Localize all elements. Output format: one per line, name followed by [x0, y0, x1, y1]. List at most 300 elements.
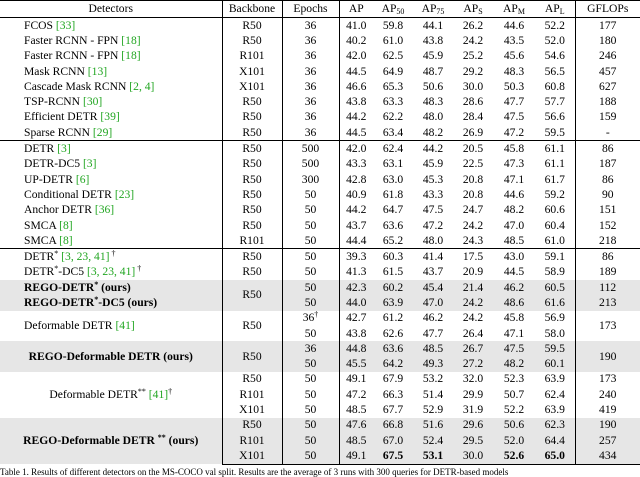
detector-name: REGO-DETR — [24, 295, 95, 309]
cell-ap50: 62.5 — [382, 49, 404, 63]
cell-ap: 44.0 — [339, 295, 373, 310]
header-ap75: $AP_{75}$ — [413, 1, 453, 18]
dagger-mark: † — [109, 249, 116, 259]
citation: [18] — [121, 33, 141, 47]
cell-epochs: 50 — [282, 418, 339, 433]
cell-aps: 24.2 — [462, 311, 484, 325]
header-aps: $AP_S$ — [453, 1, 493, 18]
cell-epochs: 36 — [282, 110, 339, 125]
cell-apm: 52.3 — [503, 372, 525, 386]
cell-ap: 40.2 — [339, 33, 373, 48]
cell-apm: 48.5 — [503, 233, 525, 247]
cell-apl: 56.5 — [544, 64, 565, 78]
cell-backbone: R50 — [222, 311, 282, 342]
cell-ap75: 44.2 — [413, 141, 453, 157]
cell-detector — [0, 341, 222, 372]
citation: [3] — [82, 157, 97, 171]
cell-ap50: 65.3 — [382, 79, 404, 93]
cell-ap75: 45.4 — [413, 280, 453, 295]
table-row — [0, 295, 640, 310]
table-row — [0, 233, 640, 249]
dagger-mark: † — [135, 264, 142, 274]
table-caption: Table 1. Results of different detectors on the MS-COCO val split. Results are the average of 3 runs with 300 queries for DETR-based models — [0, 467, 509, 477]
cell-apl: 59.2 — [544, 187, 565, 201]
cell-ap75: 53.2 — [422, 372, 444, 386]
detector-name: SMCA — [24, 218, 60, 232]
cell-aps: 30.0 — [462, 79, 484, 93]
cell-apm: 52.0 — [493, 433, 535, 448]
cell-aps: 24.7 — [462, 203, 484, 217]
cell-gflops: 177 — [575, 18, 640, 34]
citation: [3] — [57, 142, 71, 156]
cell-ap: 49.1 — [339, 448, 373, 464]
cell-ap50: 66.3 — [382, 387, 404, 401]
cell-ap: 48.5 — [339, 402, 373, 417]
cell-ap75: 43.7 — [422, 265, 444, 279]
cell-gflops: 246 — [575, 49, 640, 64]
cell-ap: 43.8 — [339, 326, 373, 341]
cell-gflops: 86 — [575, 249, 640, 265]
cell-backbone: R50 — [222, 125, 282, 141]
cell-apm: 44.5 — [503, 265, 525, 279]
cell-backbone: R50 — [222, 372, 282, 387]
citation: [3, 23, 41] — [86, 265, 136, 279]
cell-apl: 52.2 — [544, 18, 565, 32]
cell-detector — [0, 33, 222, 48]
cell-backbone: R101 — [222, 49, 282, 64]
cell-backbone: R101 — [222, 433, 282, 448]
cell-ap: 44.4 — [339, 233, 373, 249]
cell-aps: 26.4 — [462, 326, 484, 340]
cell-backbone: X101 — [222, 64, 282, 79]
cell-aps: 27.2 — [453, 357, 493, 372]
table-row — [0, 249, 640, 265]
cell-detector — [0, 311, 222, 342]
detector-name: FCOS — [24, 18, 56, 32]
cell-aps: 20.5 — [453, 141, 493, 157]
cell-apl: 62.4 — [544, 387, 565, 401]
cell-epochs: 50 — [282, 372, 339, 387]
ours-tag: (ours) — [98, 280, 131, 294]
cell-apm: 48.3 — [503, 64, 525, 78]
cell-backbone: X101 — [222, 448, 282, 464]
header-backbone: Backbone — [222, 1, 282, 18]
citation: [3, 23, 41] — [58, 250, 110, 264]
cell-gflops: 173 — [575, 311, 640, 342]
cell-gflops: - — [575, 125, 640, 141]
cell-ap50: 67.5 — [373, 448, 413, 464]
cell-ap75: 46.2 — [422, 311, 444, 325]
cell-ap50: 62.2 — [382, 110, 404, 124]
cell-ap: 41.3 — [339, 265, 373, 280]
cell-apl: 62.3 — [535, 418, 575, 433]
table-row — [0, 141, 640, 157]
cell-apm: 52.2 — [503, 403, 525, 417]
detector-name: Efficient DETR — [24, 110, 101, 124]
cell-aps: 26.7 — [453, 341, 493, 356]
header-detectors: Detectors — [0, 1, 222, 18]
cell-backbone: X101 — [222, 79, 282, 94]
citation: [8] — [59, 233, 73, 247]
table-row — [0, 18, 640, 34]
citation: [23] — [114, 187, 135, 201]
cell-detector — [0, 265, 222, 280]
cell-detector — [0, 187, 222, 202]
cell-detector — [0, 79, 222, 94]
cell-apl: 56.9 — [544, 311, 565, 325]
cell-apl: 60.1 — [535, 357, 575, 372]
cell-apm: 48.2 — [503, 203, 525, 217]
cell-apl: 58.9 — [544, 265, 565, 279]
detector-name: UP-DETR — [24, 172, 76, 186]
cell-ap: 42.7 — [339, 311, 373, 326]
cell-gflops: 151 — [575, 203, 640, 218]
detector-name: TSP-RCNN — [24, 95, 83, 109]
cell-ap75: 47.0 — [413, 295, 453, 310]
cell-ap: 43.8 — [339, 94, 373, 109]
citation: [18] — [121, 49, 141, 63]
cell-aps: 29.9 — [462, 387, 484, 401]
cell-aps: 26.2 — [462, 18, 484, 32]
cell-ap50: 66.8 — [373, 418, 413, 433]
cell-apm: 43.0 — [493, 249, 535, 265]
cell-apm: 47.5 — [493, 341, 535, 356]
cell-apm: 47.5 — [503, 110, 525, 124]
cell-apl: 60.6 — [544, 203, 565, 217]
cell-gflops: 434 — [575, 448, 640, 464]
cell-ap: 45.5 — [339, 357, 373, 372]
cell-apm: 50.6 — [493, 418, 535, 433]
cell-detector — [0, 49, 222, 64]
cell-ap50: 60.2 — [373, 280, 413, 295]
cell-detector — [0, 280, 222, 295]
cell-epochs: 500 — [282, 157, 339, 172]
cell-epochs: 36 — [282, 49, 339, 64]
citation: [39] — [100, 110, 120, 124]
cell-ap50: 67.0 — [373, 433, 413, 448]
detector-name: Faster RCNN - FPN — [24, 33, 122, 47]
cell-gflops: 218 — [575, 233, 640, 249]
cell-epochs: 50 — [282, 402, 339, 417]
cell-detector — [0, 94, 222, 109]
table-row — [0, 49, 640, 64]
cell-gflops: 257 — [575, 433, 640, 448]
epochs-value: 36 — [302, 311, 315, 325]
cell-detector — [0, 141, 222, 157]
citation: [33] — [55, 18, 76, 32]
cell-gflops: 90 — [575, 187, 640, 202]
cell-ap: 44.5 — [339, 64, 373, 79]
detector-name-suffix: -DC5 — [58, 265, 87, 279]
cell-detector — [0, 110, 222, 125]
cell-ap75: 50.6 — [422, 79, 444, 93]
citation: [6] — [75, 172, 90, 186]
detector-name: Mask RCNN — [24, 64, 88, 78]
cell-ap50: 64.9 — [382, 64, 404, 78]
cell-epochs: 50 — [282, 249, 339, 265]
cell-epochs: 36 — [282, 341, 339, 356]
cell-ap75: 49.3 — [413, 357, 453, 372]
cell-backbone: R50 — [222, 33, 282, 48]
dagger-mark: † — [168, 386, 173, 396]
detector-name: DETR — [24, 142, 58, 156]
cell-detector — [0, 125, 222, 141]
cell-ap: 42.0 — [339, 49, 373, 64]
cell-detector — [0, 172, 222, 187]
detector-name: REGO-Deformable DETR — [28, 349, 164, 363]
cell-ap50: 65.2 — [382, 233, 404, 247]
cell-ap: 44.8 — [339, 341, 373, 356]
detector-name: DETR — [24, 265, 55, 279]
cell-epochs: 50 — [282, 280, 339, 295]
cell-ap75: 45.9 — [422, 49, 444, 63]
detector-name: Faster RCNN - FPN — [24, 49, 122, 63]
cell-detector — [0, 418, 222, 464]
cell-backbone: R50 — [222, 203, 282, 218]
citation: [13] — [87, 64, 108, 78]
table-row — [0, 341, 640, 356]
cell-ap75: 48.2 — [422, 125, 444, 139]
cell-epochs: 50 — [282, 448, 339, 464]
cell-ap50: 61.5 — [382, 265, 404, 279]
cell-backbone: X101 — [222, 402, 282, 417]
cell-epochs: 50 — [282, 218, 339, 233]
star-mark: * — [54, 249, 59, 259]
cell-apm: 45.8 — [503, 311, 525, 325]
table-row — [0, 125, 640, 141]
table-body — [0, 18, 640, 465]
cell-aps: 24.2 — [453, 295, 493, 310]
cell-backbone: R50 — [222, 218, 282, 233]
cell-ap: 43.3 — [339, 157, 373, 172]
cell-gflops: 190 — [575, 341, 640, 372]
cell-ap50: 59.8 — [382, 18, 404, 32]
cell-ap75: 44.1 — [422, 18, 444, 32]
cell-aps: 17.5 — [453, 249, 493, 265]
cell-ap75: 48.0 — [422, 110, 444, 124]
cell-backbone: R50 — [222, 265, 282, 280]
cell-ap: 47.2 — [339, 387, 373, 402]
cell-apl: 60.8 — [544, 79, 565, 93]
detector-name: REGO-Deformable DETR — [23, 433, 158, 447]
cell-apm: 43.5 — [503, 33, 525, 47]
table-row — [0, 187, 640, 202]
cell-ap50: 64.7 — [382, 203, 404, 217]
cell-ap50: 63.0 — [382, 172, 404, 186]
cell-aps: 20.8 — [462, 187, 484, 201]
table-row — [0, 280, 640, 295]
header-apm: $AP_M$ — [493, 1, 535, 18]
cell-ap75: 45.3 — [422, 172, 444, 186]
cell-detector — [0, 64, 222, 79]
cell-apm: 47.0 — [503, 218, 525, 232]
cell-apm: 50.3 — [503, 79, 525, 93]
cell-ap75: 52.9 — [422, 403, 444, 417]
cell-aps: 22.5 — [462, 157, 484, 171]
cell-gflops: 187 — [575, 157, 640, 172]
star-mark: * — [94, 294, 99, 304]
cell-backbone: R50 — [222, 110, 282, 125]
cell-ap: 41.0 — [339, 18, 373, 34]
cell-backbone: R101 — [222, 387, 282, 402]
header-row — [0, 1, 640, 18]
cell-backbone: R50 — [222, 418, 282, 433]
cell-epochs: 50 — [282, 433, 339, 448]
cell-apl: 65.0 — [535, 448, 575, 464]
cell-ap: 49.1 — [339, 372, 373, 387]
cell-aps: 29.2 — [462, 64, 484, 78]
header-apl: $AP_L$ — [535, 1, 575, 18]
cell-gflops: 190 — [575, 418, 640, 433]
header-ap: AP — [339, 1, 373, 18]
cell-ap50: 63.3 — [382, 95, 404, 109]
table-row — [0, 157, 640, 172]
cell-ap50: 62.6 — [382, 326, 404, 340]
cell-apm: 47.2 — [503, 125, 525, 139]
cell-ap75: 51.6 — [413, 418, 453, 433]
citation: [36] — [94, 203, 115, 217]
citation: [2, 4] — [129, 79, 155, 93]
cell-backbone: R101 — [222, 233, 282, 249]
cell-detector — [0, 218, 222, 233]
cell-epochs: 500 — [282, 141, 339, 157]
cell-aps: 28.6 — [462, 95, 484, 109]
cell-gflops: 86 — [575, 141, 640, 157]
cell-epochs: 36 — [282, 64, 339, 79]
detector-name: Anchor DETR — [24, 203, 95, 217]
cell-gflops: 152 — [575, 218, 640, 233]
cell-ap75: 43.3 — [422, 187, 444, 201]
cell-ap: 46.6 — [339, 79, 373, 94]
detector-name: REGO-DETR — [24, 280, 95, 294]
table-row — [0, 110, 640, 125]
cell-apl: 61.1 — [535, 141, 575, 157]
cell-epochs: 36 — [282, 33, 339, 48]
cell-backbone: R50 — [222, 280, 282, 311]
cell-detector — [0, 18, 222, 34]
star-mark: ** — [157, 432, 166, 442]
cell-ap: 42.8 — [339, 172, 373, 187]
table-row — [0, 203, 640, 218]
cell-ap50: 63.4 — [382, 125, 404, 139]
cell-apl: 60.4 — [544, 218, 565, 232]
cell-apl: 56.6 — [544, 110, 565, 124]
cell-apm: 50.7 — [503, 387, 525, 401]
cell-apl: 58.0 — [544, 326, 565, 340]
table-row — [0, 33, 640, 48]
cell-ap50: 62.4 — [373, 141, 413, 157]
citation: [41] — [115, 318, 135, 332]
cell-ap: 48.5 — [339, 433, 373, 448]
cell-aps: 29.6 — [453, 418, 493, 433]
cell-ap50: 61.2 — [382, 311, 404, 325]
cell-backbone: R50 — [222, 141, 282, 157]
cell-apl: 61.1 — [544, 157, 565, 171]
cell-ap75: 51.4 — [422, 387, 444, 401]
cell-apl: 61.7 — [544, 172, 565, 186]
cell-detector — [0, 372, 222, 418]
cell-ap50: 63.6 — [382, 218, 404, 232]
cell-detector — [0, 233, 222, 249]
table-row — [0, 64, 640, 79]
cell-ap75: 47.2 — [422, 218, 444, 232]
cell-aps: 31.9 — [462, 403, 484, 417]
cell-apl: 57.7 — [544, 95, 565, 109]
cell-ap50: 67.7 — [382, 403, 404, 417]
cell-aps: 25.2 — [462, 49, 484, 63]
cell-gflops: 419 — [575, 402, 640, 417]
cell-gflops: 627 — [575, 79, 640, 94]
cell-gflops: 86 — [575, 172, 640, 187]
cell-gflops: 173 — [575, 372, 640, 387]
detector-name: Deformable DETR — [24, 318, 116, 332]
table-row — [0, 311, 640, 326]
cell-gflops: 189 — [575, 265, 640, 280]
cell-gflops: 188 — [575, 94, 640, 109]
cell-apm: 47.7 — [503, 95, 525, 109]
cell-ap50: 63.6 — [373, 341, 413, 356]
cell-aps: 21.4 — [453, 280, 493, 295]
cell-ap75: 48.0 — [422, 233, 444, 247]
cell-detector — [0, 203, 222, 218]
cell-apm: 44.6 — [503, 18, 525, 32]
cell-ap75: 47.5 — [422, 203, 444, 217]
cell-gflops: 457 — [575, 64, 640, 79]
cell-gflops: 112 — [575, 280, 640, 295]
cell-apl: 63.9 — [544, 372, 565, 386]
cell-backbone: R50 — [222, 172, 282, 187]
detector-name: SMCA — [24, 233, 60, 247]
cell-ap50: 64.2 — [373, 357, 413, 372]
cell-aps: 24.2 — [462, 33, 484, 47]
cell-ap75: 47.7 — [422, 326, 444, 340]
cell-ap: 44.2 — [339, 110, 373, 125]
cell-epochs: 300 — [282, 172, 339, 187]
cell-apl: 64.4 — [535, 433, 575, 448]
citation: [30] — [82, 95, 103, 109]
cell-aps: 28.4 — [462, 110, 484, 124]
cell-epochs: 36 — [282, 79, 339, 94]
detector-name: Conditional DETR — [24, 187, 115, 201]
cell-ap: 44.2 — [339, 203, 373, 218]
cell-ap50: 63.1 — [382, 157, 404, 171]
cell-ap50: 61.8 — [382, 187, 404, 201]
cell-ap75: 45.9 — [422, 157, 444, 171]
table-row — [0, 172, 640, 187]
table-row — [0, 94, 640, 109]
cell-aps: 24.2 — [462, 218, 484, 232]
table-row — [0, 372, 640, 387]
cell-epochs: 50 — [282, 203, 339, 218]
cell-detector — [0, 157, 222, 172]
citation: [29] — [92, 125, 113, 139]
cell-ap50: 67.9 — [382, 372, 404, 386]
table-row — [0, 218, 640, 233]
cell-ap75: 41.4 — [413, 249, 453, 265]
cell-backbone: R50 — [222, 187, 282, 202]
citation: [41] — [145, 387, 169, 401]
ours-tag: (ours) — [165, 433, 199, 447]
cell-apl: 59.5 — [535, 341, 575, 356]
cell-ap: 40.9 — [339, 187, 373, 202]
cell-ap: 39.3 — [339, 249, 373, 265]
detector-name: DETR — [24, 250, 55, 264]
cell-apm: 48.6 — [493, 295, 535, 310]
cell-gflops: 180 — [575, 33, 640, 48]
header-epochs: Epochs — [282, 1, 339, 18]
cell-ap75: 48.5 — [413, 341, 453, 356]
cell-epochs: 36 — [282, 18, 339, 34]
